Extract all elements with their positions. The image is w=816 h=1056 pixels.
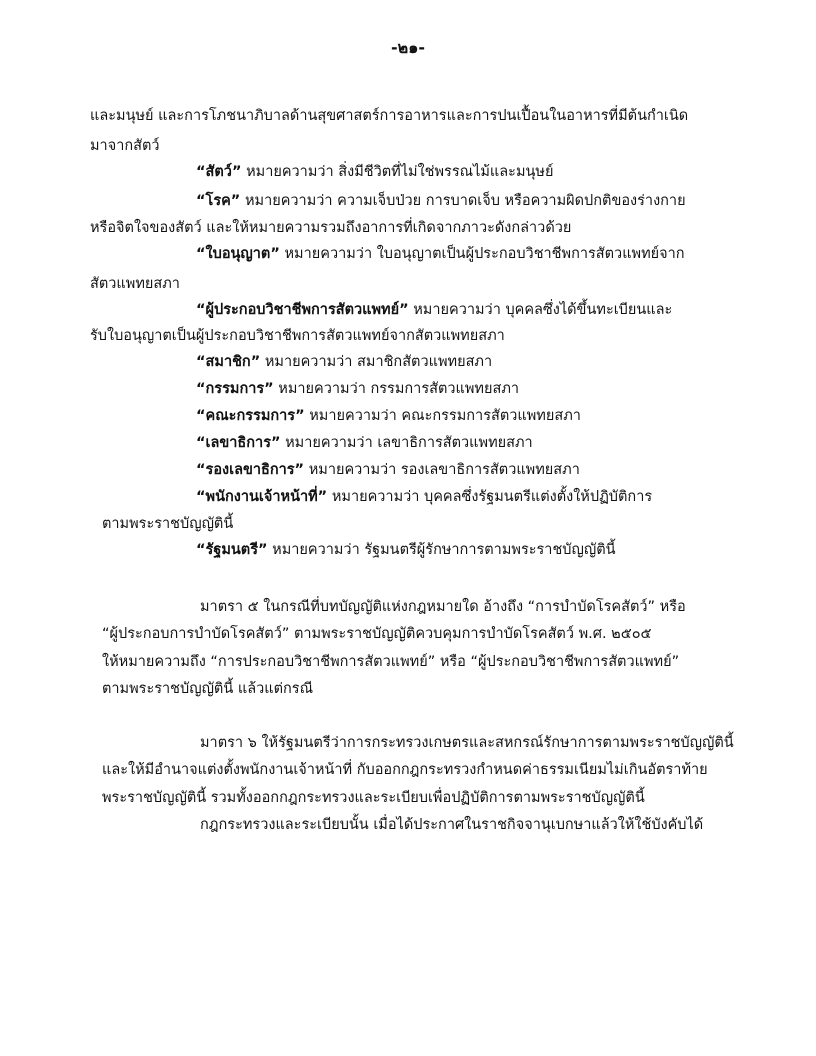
definition-line: “ผู้ประกอบวิชาชีพการสัตวแพทย์” หมายความว่า บุคคลซึ่งได้ขึ้นทะเบียนและ xyxy=(196,302,673,318)
text-line: “ผู้ประกอบการบำบัดโรคสัตว์” ตามพระราชบัญญัติควบคุมการบำบัดโรคสัตว์ พ.ศ. ๒๕๐๕ xyxy=(102,626,652,642)
text-line: รับใบอนุญาตเป็นผู้ประกอบวิชาชีพการสัตวแพทย์จากสัตวแพทยสภา xyxy=(90,328,505,344)
definition-line: “รองเลขาธิการ” หมายความว่า รองเลขาธิการสัตวแพทยสภา xyxy=(196,462,580,478)
text-line: ตามพระราชบัญญัตินี้ แล้วแต่กรณี xyxy=(102,681,314,697)
section-6-line: มาตรา ๖ ให้รัฐมนตรีว่าการกระทรวงเกษตรและสหกรณ์รักษาการตามพระราชบัญญัตินี้ xyxy=(200,735,734,751)
defined-term: “ผู้ประกอบวิชาชีพการสัตวแพทย์” xyxy=(196,302,409,318)
text-line: พระราชบัญญัตินี้ รวมทั้งออกกฎกระทรวงและระเบียบเพื่อปฏิบัติการตามพระราชบัญญัตินี้ xyxy=(102,790,645,806)
definition-line: “สมาชิก” หมายความว่า สมาชิกสัตวแพทยสภา xyxy=(196,354,493,370)
text-line: สัตวแพทยสภา xyxy=(90,276,180,292)
definition-line: “คณะกรรมการ” หมายความว่า คณะกรรมการสัตวแพทยสภา xyxy=(196,408,581,424)
definition-line: “พนักงานเจ้าหน้าที่” หมายความว่า บุคคลซึ่งรัฐมนตรีแต่งตั้งให้ปฏิบัติการ xyxy=(196,489,653,505)
definition-line: “โรค” หมายความว่า ความเจ็บป่วย การบาดเจ็บ หรือความผิดปกติของร่างกาย xyxy=(196,193,686,209)
defined-term: “คณะกรรมการ” xyxy=(196,408,305,424)
text-line: และมนุษย์ และการโภชนาภิบาลด้านสุขศาสตร์การอาหารและการปนเปื้อนในอาหารที่มีต้นกำเนิด xyxy=(90,108,689,124)
text-line: กฎกระทรวงและระเบียบนั้น เมื่อได้ประกาศในราชกิจจานุเบกษาแล้วให้ใช้บังคับได้ xyxy=(200,817,704,833)
definition-line: “เลขาธิการ” หมายความว่า เลขาธิการสัตวแพทยสภา xyxy=(196,435,533,451)
defined-term: “เลขาธิการ” xyxy=(196,435,281,451)
defined-term: “ใบอนุญาต” xyxy=(196,246,280,262)
text-line: มาจากสัตว์ xyxy=(90,138,160,154)
defined-term: “รัฐมนตรี” xyxy=(196,542,268,558)
definition-line: “สัตว์” หมายความว่า สิ่งมีชีวิตที่ไม่ใช่พรรณไม้และมนุษย์ xyxy=(196,164,554,180)
definition-line: “ใบอนุญาต” หมายความว่า ใบอนุญาตเป็นผู้ประกอบวิชาชีพการสัตวแพทย์จาก xyxy=(196,246,685,262)
definition-line: “กรรมการ” หมายความว่า กรรมการสัตวแพทยสภา xyxy=(196,381,520,397)
defined-term: “รองเลขาธิการ” xyxy=(196,462,305,478)
definition-line: “รัฐมนตรี” หมายความว่า รัฐมนตรีผู้รักษาการตามพระราชบัญญัตินี้ xyxy=(196,542,616,558)
defined-term: “กรรมการ” xyxy=(196,381,274,397)
defined-term: “สมาชิก” xyxy=(196,354,261,370)
text-line: ให้หมายความถึง “การประกอบวิชาชีพการสัตวแพทย์” หรือ “ผู้ประกอบวิชาชีพการสัตวแพทย์” xyxy=(102,654,680,670)
defined-term: “พนักงานเจ้าหน้าที่” xyxy=(196,489,328,505)
section-5-line: มาตรา ๕ ในกรณีที่บทบัญญัติแห่งกฎหมายใด อ้างถึง “การบำบัดโรคสัตว์” หรือ xyxy=(200,599,686,615)
text-line: และให้มีอำนาจแต่งตั้งพนักงานเจ้าหน้าที่ กับออกกฎกระทรวงกำหนดค่าธรรมเนียมไม่เกินอัตราท้าย xyxy=(102,762,708,778)
text-line: หรือจิตใจของสัตว์ และให้หมายความรวมถึงอาการที่เกิดจากภาวะดังกล่าวด้วย xyxy=(90,220,572,236)
page-number: -๒๑- xyxy=(391,38,425,57)
defined-term: “โรค” xyxy=(196,193,241,209)
defined-term: “สัตว์” xyxy=(196,164,242,180)
text-line: ตามพระราชบัญญัตินี้ xyxy=(102,516,234,532)
